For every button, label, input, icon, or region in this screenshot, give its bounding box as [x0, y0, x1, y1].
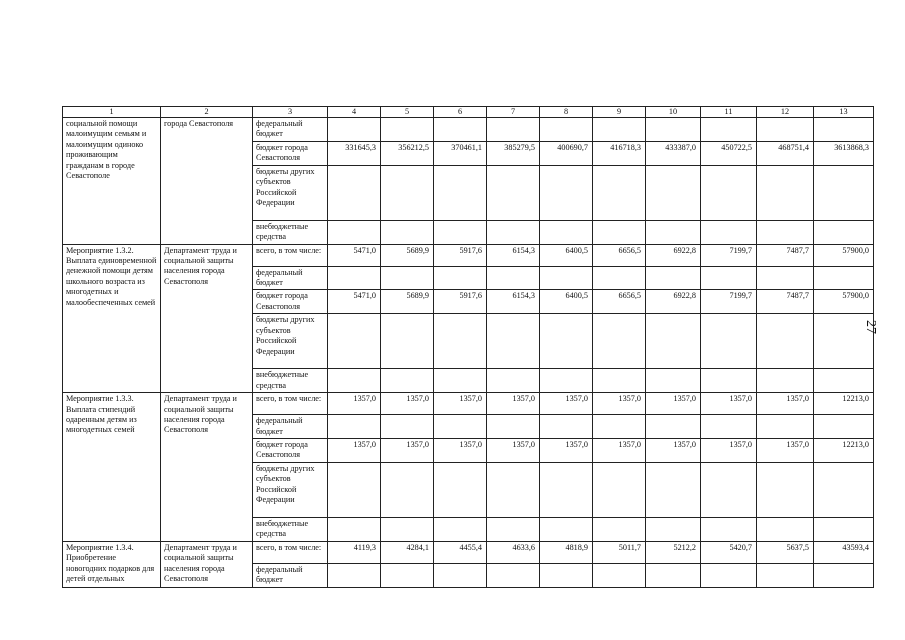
value-cell: 6154,3 — [487, 290, 540, 314]
value-cell: 468751,4 — [757, 141, 814, 165]
value-cell — [757, 220, 814, 244]
funding-source-cell: внебюджетные средства — [253, 518, 328, 542]
header-cell: 10 — [646, 107, 701, 118]
funding-source-cell: внебюджетные средства — [253, 369, 328, 393]
value-cell — [593, 518, 646, 542]
value-cell: 4119,3 — [328, 541, 381, 563]
value-cell — [381, 463, 434, 518]
value-cell: 6656,5 — [593, 244, 646, 266]
executor-cell: Департамент труда и социальной защиты населения города Севастополя — [161, 541, 253, 587]
value-cell — [593, 369, 646, 393]
value-cell: 5637,5 — [757, 541, 814, 563]
value-cell — [540, 415, 593, 439]
value-cell: 5917,6 — [434, 244, 487, 266]
value-cell: 1357,0 — [757, 393, 814, 415]
executor-cell: Департамент труда и социальной защиты населения города Севастополя — [161, 244, 253, 393]
value-cell — [540, 220, 593, 244]
value-cell — [540, 369, 593, 393]
value-cell — [434, 518, 487, 542]
value-cell — [646, 518, 701, 542]
table-row — [63, 393, 874, 415]
value-cell: 57900,0 — [814, 290, 874, 314]
value-cell: 7487,7 — [757, 290, 814, 314]
funding-source-cell: всего, в том числе: — [253, 541, 328, 563]
value-cell — [381, 369, 434, 393]
value-cell — [487, 314, 540, 369]
value-cell — [328, 314, 381, 369]
value-cell — [328, 518, 381, 542]
header-cell: 8 — [540, 107, 593, 118]
value-cell — [434, 314, 487, 369]
value-cell — [757, 266, 814, 290]
table-row — [63, 541, 874, 563]
value-cell — [701, 220, 757, 244]
value-cell: 5689,9 — [381, 290, 434, 314]
value-cell: 4818,9 — [540, 541, 593, 563]
value-cell — [701, 165, 757, 220]
value-cell — [434, 369, 487, 393]
value-cell — [814, 165, 874, 220]
value-cell — [381, 118, 434, 142]
value-cell: 1357,0 — [646, 393, 701, 415]
value-cell — [814, 369, 874, 393]
value-cell — [434, 463, 487, 518]
table-row — [63, 244, 874, 266]
value-cell — [701, 118, 757, 142]
value-cell — [757, 463, 814, 518]
header-cell: 12 — [757, 107, 814, 118]
value-cell: 5420,7 — [701, 541, 757, 563]
value-cell — [381, 314, 434, 369]
value-cell — [381, 415, 434, 439]
value-cell — [540, 266, 593, 290]
value-cell — [487, 266, 540, 290]
funding-source-cell: федеральный бюджет — [253, 415, 328, 439]
value-cell: 1357,0 — [540, 393, 593, 415]
value-cell: 5471,0 — [328, 244, 381, 266]
value-cell: 7487,7 — [757, 244, 814, 266]
value-cell — [646, 415, 701, 439]
event-cell: социальной помощи малоимущим семьям и малоимущим одиноко проживающим гражданам в городе Севастополе — [63, 118, 161, 245]
value-cell — [701, 314, 757, 369]
value-cell — [593, 266, 646, 290]
value-cell: 6922,8 — [646, 244, 701, 266]
value-cell: 370461,1 — [434, 141, 487, 165]
value-cell — [328, 220, 381, 244]
value-cell — [540, 563, 593, 587]
value-cell — [381, 518, 434, 542]
funding-source-cell: федеральный бюджет — [253, 118, 328, 142]
value-cell — [814, 266, 874, 290]
value-cell: 7199,7 — [701, 290, 757, 314]
value-cell — [757, 369, 814, 393]
event-cell: Мероприятие 1.3.2. Выплата единовременной денежной помощи детям школьного возраста из многодетных и малообеспеченных семей — [63, 244, 161, 393]
value-cell: 6400,5 — [540, 290, 593, 314]
value-cell: 6400,5 — [540, 244, 593, 266]
value-cell — [434, 563, 487, 587]
value-cell — [593, 415, 646, 439]
event-cell: Мероприятие 1.3.3. Выплата стипендий одаренным детям из многодетных семей — [63, 393, 161, 542]
value-cell — [757, 415, 814, 439]
value-cell — [646, 266, 701, 290]
value-cell — [593, 118, 646, 142]
value-cell — [540, 314, 593, 369]
executor-cell: Департамент труда и социальной защиты населения города Севастополя — [161, 393, 253, 542]
value-cell — [328, 463, 381, 518]
value-cell — [757, 165, 814, 220]
value-cell: 1357,0 — [701, 393, 757, 415]
value-cell — [646, 563, 701, 587]
value-cell — [328, 563, 381, 587]
value-cell — [646, 369, 701, 393]
value-cell: 12213,0 — [814, 393, 874, 415]
value-cell — [593, 563, 646, 587]
value-cell: 6154,3 — [487, 244, 540, 266]
value-cell: 433387,0 — [646, 141, 701, 165]
value-cell — [540, 165, 593, 220]
value-cell — [646, 220, 701, 244]
value-cell: 400690,7 — [540, 141, 593, 165]
value-cell — [434, 220, 487, 244]
executor-cell: города Севастополя — [161, 118, 253, 245]
value-cell: 5689,9 — [381, 244, 434, 266]
value-cell — [328, 118, 381, 142]
value-cell: 5011,7 — [593, 541, 646, 563]
value-cell — [434, 266, 487, 290]
value-cell — [701, 463, 757, 518]
funding-source-cell: федеральный бюджет — [253, 563, 328, 587]
value-cell: 1357,0 — [487, 393, 540, 415]
value-cell: 1357,0 — [701, 439, 757, 463]
value-cell — [646, 314, 701, 369]
budget-table — [62, 106, 874, 588]
value-cell — [701, 563, 757, 587]
value-cell — [381, 266, 434, 290]
value-cell — [593, 165, 646, 220]
header-cell: 13 — [814, 107, 874, 118]
value-cell — [757, 518, 814, 542]
value-cell: 1357,0 — [434, 393, 487, 415]
value-cell — [757, 118, 814, 142]
value-cell: 1357,0 — [487, 439, 540, 463]
value-cell — [701, 369, 757, 393]
value-cell: 331645,3 — [328, 141, 381, 165]
value-cell — [487, 415, 540, 439]
value-cell — [646, 165, 701, 220]
value-cell — [434, 165, 487, 220]
value-cell — [593, 220, 646, 244]
header-cell: 4 — [328, 107, 381, 118]
value-cell — [487, 220, 540, 244]
value-cell: 6656,5 — [593, 290, 646, 314]
value-cell: 4633,6 — [487, 541, 540, 563]
value-cell: 385279,5 — [487, 141, 540, 165]
funding-source-cell: всего, в том числе: — [253, 393, 328, 415]
value-cell — [757, 314, 814, 369]
header-cell: 11 — [701, 107, 757, 118]
value-cell: 7199,7 — [701, 244, 757, 266]
value-cell — [487, 118, 540, 142]
value-cell — [814, 518, 874, 542]
value-cell: 356212,5 — [381, 141, 434, 165]
value-cell: 12213,0 — [814, 439, 874, 463]
value-cell — [328, 165, 381, 220]
value-cell — [814, 563, 874, 587]
value-cell — [328, 369, 381, 393]
header-cell: 3 — [253, 107, 328, 118]
value-cell — [487, 463, 540, 518]
value-cell — [540, 518, 593, 542]
value-cell: 4455,4 — [434, 541, 487, 563]
funding-source-cell: бюджеты других субъектов Российской Федерации — [253, 463, 328, 518]
header-cell: 9 — [593, 107, 646, 118]
table-row — [63, 118, 874, 142]
value-cell — [328, 415, 381, 439]
value-cell — [814, 118, 874, 142]
value-cell — [434, 118, 487, 142]
value-cell — [593, 314, 646, 369]
value-cell — [540, 118, 593, 142]
value-cell: 1357,0 — [593, 393, 646, 415]
value-cell: 57900,0 — [814, 244, 874, 266]
header-cell: 2 — [161, 107, 253, 118]
value-cell: 3613868,3 — [814, 141, 874, 165]
value-cell — [814, 415, 874, 439]
value-cell — [487, 563, 540, 587]
value-cell — [487, 165, 540, 220]
value-cell: 1357,0 — [540, 439, 593, 463]
value-cell: 1357,0 — [757, 439, 814, 463]
event-cell: Мероприятие 1.3.4. Приобретение новогодних подарков для детей отдельных — [63, 541, 161, 587]
value-cell — [701, 266, 757, 290]
value-cell — [381, 165, 434, 220]
header-cell: 6 — [434, 107, 487, 118]
value-cell — [646, 118, 701, 142]
value-cell: 1357,0 — [646, 439, 701, 463]
value-cell: 1357,0 — [328, 393, 381, 415]
value-cell: 416718,3 — [593, 141, 646, 165]
value-cell — [646, 463, 701, 518]
header-cell: 1 — [63, 107, 161, 118]
funding-source-cell: федеральный бюджет — [253, 266, 328, 290]
value-cell — [434, 415, 487, 439]
value-cell — [757, 563, 814, 587]
funding-source-cell: бюджет города Севастополя — [253, 439, 328, 463]
value-cell: 6922,8 — [646, 290, 701, 314]
funding-source-cell: бюджеты других субъектов Российской Федерации — [253, 314, 328, 369]
value-cell: 1357,0 — [381, 439, 434, 463]
value-cell — [540, 463, 593, 518]
value-cell: 1357,0 — [328, 439, 381, 463]
funding-source-cell: всего, в том числе: — [253, 244, 328, 266]
value-cell: 1357,0 — [381, 393, 434, 415]
value-cell — [328, 266, 381, 290]
value-cell — [487, 518, 540, 542]
header-cell: 5 — [381, 107, 434, 118]
value-cell: 5917,6 — [434, 290, 487, 314]
value-cell: 4284,1 — [381, 541, 434, 563]
value-cell — [701, 518, 757, 542]
funding-source-cell: бюджет города Севастополя — [253, 290, 328, 314]
value-cell: 450722,5 — [701, 141, 757, 165]
value-cell — [593, 463, 646, 518]
value-cell — [814, 220, 874, 244]
value-cell — [701, 415, 757, 439]
value-cell — [381, 563, 434, 587]
value-cell: 5212,2 — [646, 541, 701, 563]
page-number: 27 — [863, 320, 878, 334]
header-cell: 7 — [487, 107, 540, 118]
value-cell — [381, 220, 434, 244]
value-cell: 43593,4 — [814, 541, 874, 563]
value-cell — [487, 369, 540, 393]
value-cell — [814, 463, 874, 518]
funding-source-cell: внебюджетные средства — [253, 220, 328, 244]
value-cell: 1357,0 — [593, 439, 646, 463]
header-row — [63, 107, 874, 118]
funding-source-cell: бюджеты других субъектов Российской Федерации — [253, 165, 328, 220]
funding-source-cell: бюджет города Севастополя — [253, 141, 328, 165]
value-cell: 1357,0 — [434, 439, 487, 463]
value-cell: 5471,0 — [328, 290, 381, 314]
